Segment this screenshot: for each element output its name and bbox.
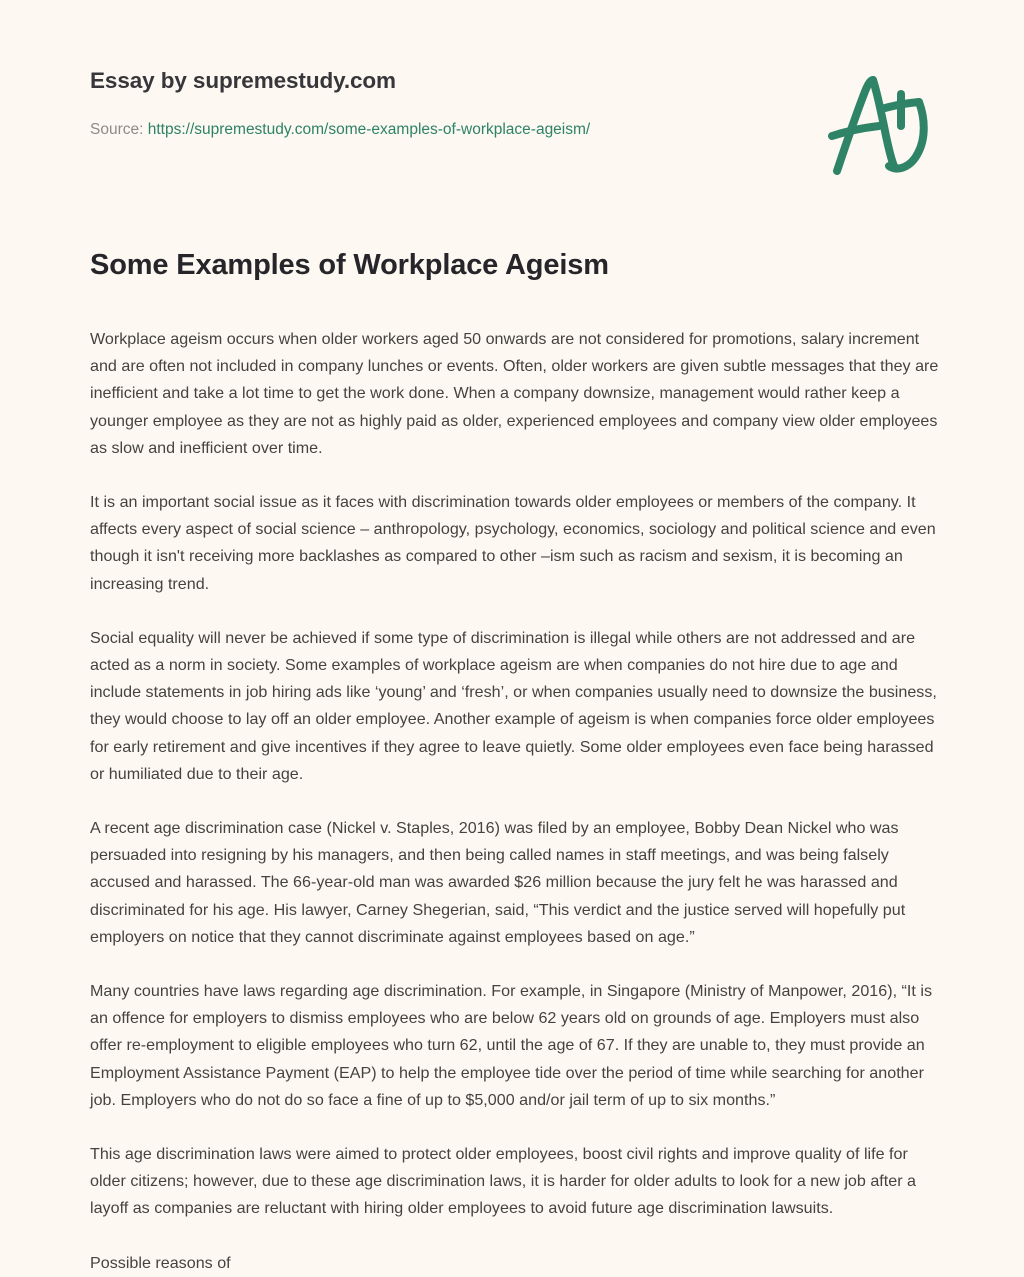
source-url-link[interactable]: https://supremestudy.com/some-examples-of-workplace-ageism/ xyxy=(147,121,591,138)
article-container xyxy=(90,247,948,1277)
document-header xyxy=(0,0,1024,200)
paragraph: Many countries have laws regarding age discrimination. For example, in Singapore (Ministry of Manpower, 2016), “It is an offence for employers to dismiss employees who are below 62 years old on grounds of age. Employers must also offer re-employment to eligible employees who turn 62, until the age of 67. If they are unable to, they must provide an Employment Assistance Payment (EAP) to help the employee tide over the period of time while searching for another job. Employers who do not do so face a fine of up to $5,000 and/or jail term of up to six months.” xyxy=(90,982,933,1109)
paragraph: Workplace ageism occurs when older workers aged 50 onwards are not considered for promotions, salary increment and are often not included in company lunches or events. Often, older workers are given subtle messages that they are inefficient and take a lot time to get the work done. When a company downsize, management would rather keep a younger employee as they are not as highly paid as older, experienced employees and company view older employees as slow and inefficient over time. xyxy=(90,330,939,457)
article-body xyxy=(90,326,948,1277)
page-title: Some Examples of Workplace Ageism xyxy=(90,249,609,281)
a-plus-logo-icon xyxy=(806,58,942,194)
essay-byline: Essay by supremestudy.com xyxy=(90,68,396,93)
paragraph: A recent age discrimination case (Nickel v. Staples, 2016) was filed by an employee, Bobby Dean Nickel who was persuaded into resigning by his managers, and then being called names in staff meetings, and was being falsely accused and harassed. The 66-year-old man was awarded $26 million because the jury felt he was harassed and discriminated for his age. His lawyer, Carney Shegerian, said, “This verdict and the justice served will hopefully put employers on notice that they cannot discriminate against employees based on age.” xyxy=(90,819,906,946)
source-line xyxy=(90,121,590,139)
source-label: Source: xyxy=(90,121,144,138)
paragraph: It is an important social issue as it faces with discrimination towards older employees or members of the company. It affects every aspect of social science – anthropology, psychology, economics, sociology and political science and even though it isn't receiving more backlashes as compared to other –ism such as racism and sexism, it is becoming an increasing trend. xyxy=(90,493,936,593)
paragraph: Social equality will never be achieved if some type of discrimination is illegal while others are not addressed and are acted as a norm in society. Some examples of workplace ageism are when companies do not hire due to age and include statements in job hiring ads like ‘young’ and ‘fresh’, or when companies usually need to downsize the business, they would choose to lay off an older employee. Another example of ageism is when companies force older employees for early retirement and give incentives if they agree to leave quietly. Some older employees even face being harassed or humiliated due to their age. xyxy=(90,628,937,783)
paragraph-truncated: Possible reasons of xyxy=(90,1253,231,1272)
paragraph: This age discrimination laws were aimed to protect older employees, boost civil rights and improve quality of life for older citizens; however, due to these age discrimination laws, it is harder for older adults to look for a new job after a layoff as companies are reluctant with hiring older employees to avoid future age discrimination lawsuits. xyxy=(90,1145,917,1218)
